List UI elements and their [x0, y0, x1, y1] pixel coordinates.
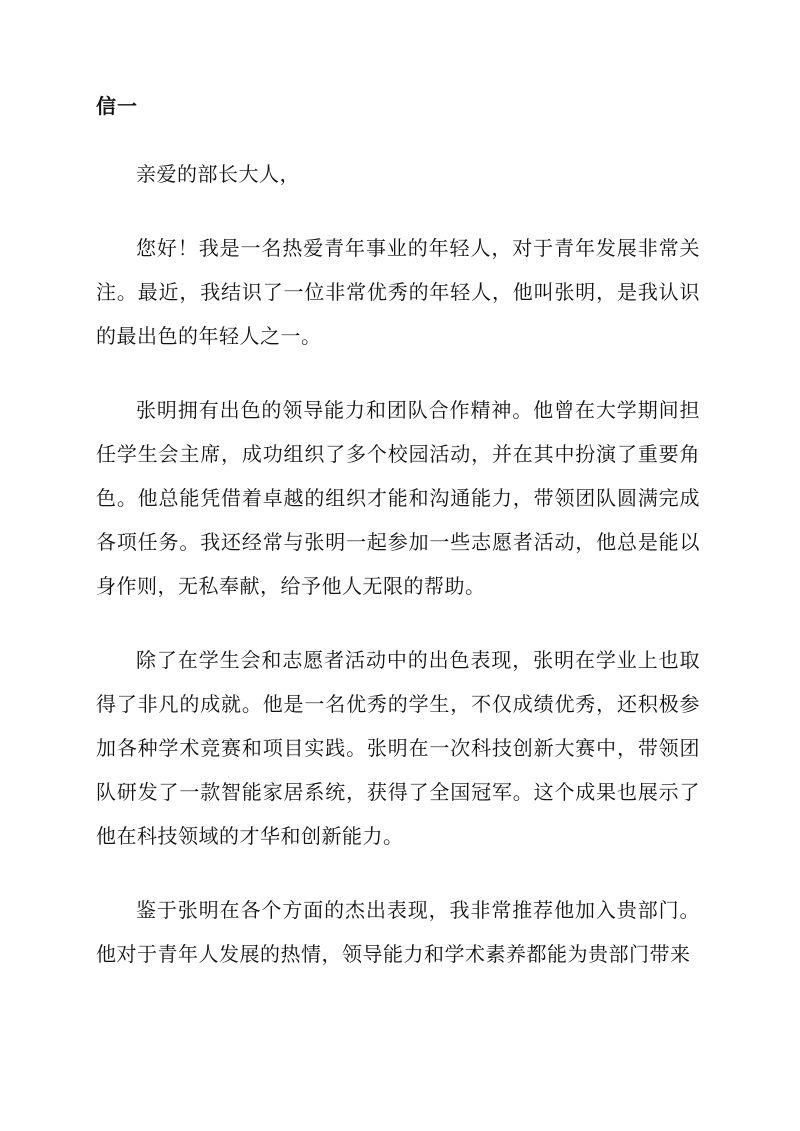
letter-greeting: 亲爱的部长大人， [136, 162, 300, 186]
paragraph-academics: 除了在学生会和志愿者活动中的出色表现，张明在学业上也取得了非凡的成就。他是一名优秀的学生，不仅成绩优秀，还积极参加各种学术竞赛和项目实践。张明在一次科技创新大赛中，带领团队研发了一款智能家居系统，获得了全国冠军。这个成果也展示了他在科技领域的才华和创新能力。 [96, 648, 700, 848]
paragraph-recommendation: 鉴于张明在各个方面的杰出表现，我非常推荐他加入贵部门。他对于青年人发展的热情，领导能力和学术素养都能为贵部门带来 [96, 898, 700, 966]
paragraph-intro: 您好！我是一名热爱青年事业的年轻人，对于青年发展非常关注。最近，我结识了一位非常优秀的年轻人，他叫张明，是我认识的最出色的年轻人之一。 [96, 236, 700, 348]
letter-body [96, 152, 700, 1006]
paragraph-leadership: 张明拥有出色的领导能力和团队合作精神。他曾在大学期间担任学生会主席，成功组织了多个校园活动，并在其中扮演了重要角色。他总能凭借着卓越的组织才能和沟通能力，带领团队圆满完成各项任务。我还经常与张明一起参加一些志愿者活动，他总是能以身作则，无私奉献，给予他人无限的帮助。 [96, 398, 700, 598]
letter-title: 信一 [96, 94, 138, 118]
